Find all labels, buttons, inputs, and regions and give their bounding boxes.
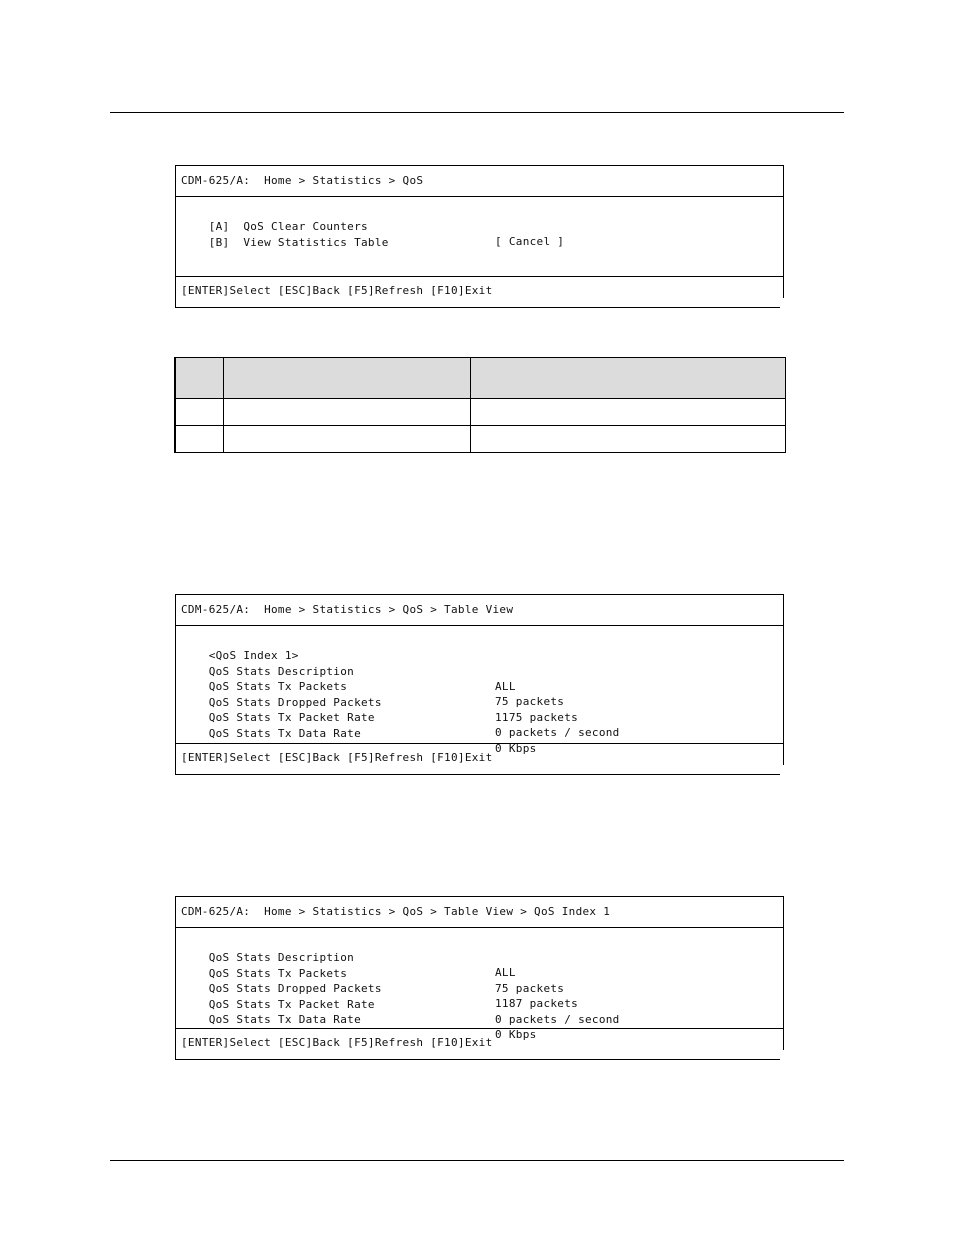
terminal-screen-table-view <box>175 594 784 775</box>
frame-border <box>783 594 784 765</box>
frame-border <box>175 774 780 775</box>
table-header-cell <box>175 358 224 399</box>
table-header-row <box>175 358 786 399</box>
table-row <box>175 399 786 426</box>
frame-border <box>783 896 784 1050</box>
row-label: QoS Stats Tx Packet Rate <box>208 997 375 1011</box>
row-label: QoS Stats Tx Data Rate <box>208 1012 361 1026</box>
menu-item-label: [B] View Statistics Table <box>208 235 389 249</box>
row-label: <QoS Index 1> <box>208 648 299 662</box>
row-value: 75 packets <box>495 982 565 995</box>
row-value: 0 Kbps <box>495 742 537 755</box>
terminal-screen-qos-index-1 <box>175 896 784 1060</box>
breadcrumb: CDM-625/A: Home > Statistics > QoS <box>181 174 424 187</box>
frame-border <box>175 594 784 595</box>
row-label: QoS Stats Tx Packets <box>208 966 348 980</box>
table-cell <box>175 426 224 453</box>
divider <box>175 743 784 744</box>
key-help-footer: [ENTER]Select [ESC]Back [F5]Refresh [F10]Exit <box>181 751 493 764</box>
table-header-cell <box>224 358 471 399</box>
table-cell <box>224 399 471 426</box>
description-table <box>174 357 786 453</box>
row-value: 75 packets <box>495 695 565 708</box>
frame-border <box>175 896 176 1059</box>
divider <box>175 196 784 197</box>
row-label: QoS Stats Tx Data Rate <box>208 726 361 740</box>
divider <box>175 1028 784 1029</box>
row-label: QoS Stats Description <box>208 664 355 678</box>
table-cell <box>224 426 471 453</box>
row-label: QoS Stats Tx Packets <box>208 679 348 693</box>
divider <box>175 625 784 626</box>
frame-border <box>175 896 784 897</box>
row-label: QoS Stats Dropped Packets <box>208 695 382 709</box>
table-cell <box>175 399 224 426</box>
frame-border <box>175 165 784 166</box>
row-label: QoS Stats Dropped Packets <box>208 981 382 995</box>
row-value: 0 packets / second <box>495 1013 620 1026</box>
header-rule <box>110 112 844 113</box>
divider <box>175 927 784 928</box>
key-help-footer: [ENTER]Select [ESC]Back [F5]Refresh [F10]Exit <box>181 1036 493 1049</box>
frame-border <box>175 307 780 308</box>
table-cell <box>471 426 786 453</box>
table-cell <box>471 399 786 426</box>
frame-border <box>175 594 176 774</box>
menu-item-view-statistics-table[interactable] <box>181 219 771 266</box>
cancel-option[interactable]: [ Cancel ] <box>495 235 565 248</box>
terminal-screen-qos-menu <box>175 165 784 308</box>
menu-item-label: [A] QoS Clear Counters <box>208 219 368 233</box>
frame-border <box>175 1059 780 1060</box>
breadcrumb: CDM-625/A: Home > Statistics > QoS > Table View <box>181 603 514 616</box>
divider <box>175 276 784 277</box>
table-row <box>175 426 786 453</box>
frame-border <box>783 165 784 298</box>
row-label: QoS Stats Tx Packet Rate <box>208 710 375 724</box>
row-value: 0 Kbps <box>495 1028 537 1041</box>
breadcrumb: CDM-625/A: Home > Statistics > QoS > Table View > QoS Index 1 <box>181 905 611 918</box>
key-help-footer: [ENTER]Select [ESC]Back [F5]Refresh [F10]Exit <box>181 284 493 297</box>
row-value: 0 packets / second <box>495 726 620 739</box>
table-header-cell <box>471 358 786 399</box>
footer-rule <box>110 1160 844 1161</box>
row-label: QoS Stats Description <box>208 950 355 964</box>
row-value: ALL <box>495 966 516 979</box>
row-value: 1175 packets <box>495 711 579 724</box>
row-value: ALL <box>495 680 516 693</box>
frame-border <box>175 165 176 307</box>
row-value: 1187 packets <box>495 997 579 1010</box>
